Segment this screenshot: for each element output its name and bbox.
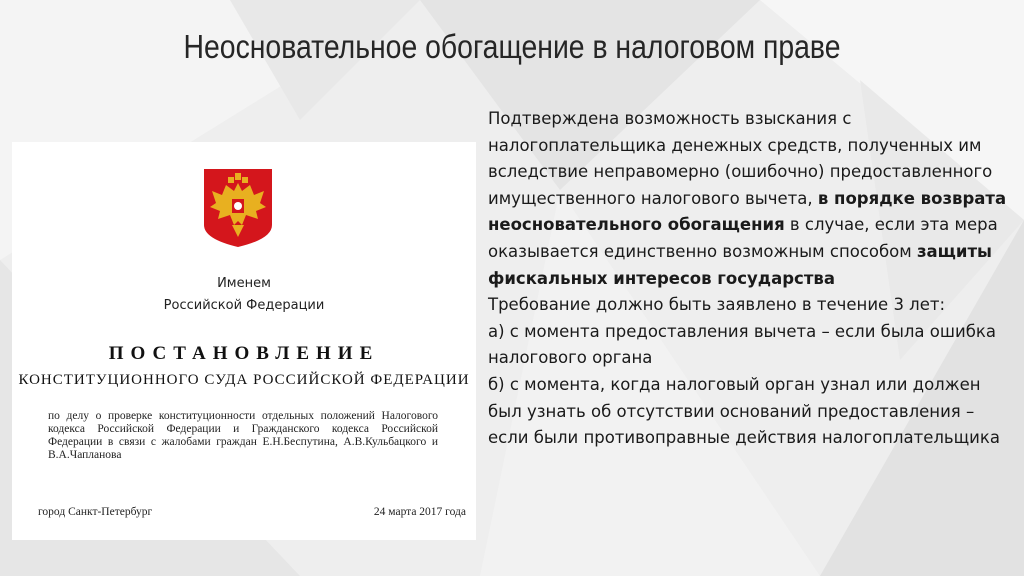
paragraph-item-a: а) с момента предоставления вычета – если была ошибка налогового органа: [488, 321, 996, 368]
bold-phrase-return: в порядке возврата неосновательного обогащения: [488, 188, 1007, 235]
court-resolution-document: [12, 142, 476, 540]
bold-phrase-fiscal: защиты фискальных интересов государства: [488, 241, 992, 288]
document-court-name: КОНСТИТУЦИОННОГО СУДА РОССИЙСКОЙ ФЕДЕРАЦИИ: [18, 372, 470, 388]
russian-coat-of-arms-icon: [204, 169, 272, 247]
document-on-behalf: Именем: [217, 276, 271, 291]
paragraph-term: Требование должно быть заявлено в течение 3 лет:: [488, 295, 946, 315]
document-type: ПОСТАНОВЛЕНИЕ: [108, 343, 380, 364]
paragraph-main: Подтверждена возможность взыскания с налогоплательщика денежных средств, полученных им вследствие неправомерно (ошибочно) предоставленного имущественного налогового вычета, в порядке возврата неосновательного обогащения в случае, если эта мера оказывается единственно возможным способом защиты фискальных интересов государства: [488, 109, 1007, 288]
document-date: 24 марта 2017 года: [373, 506, 466, 518]
document-federation: Российской Федерации: [163, 298, 325, 313]
paragraph-item-b: б) с момента, когда налоговый орган узнал или должен был узнать об отсутствии оснований предоставления – если были противоправные действия налогоплательщика: [488, 374, 1000, 448]
slide-body-text: [488, 106, 1008, 452]
document-city: город Санкт-Петербург: [38, 506, 153, 518]
slide-title: Неосновательное обогащение в налоговом праве: [183, 28, 841, 65]
document-subject: по делу о проверке конституционности отдельных положений Налогового кодекса Российской Федерации и Гражданского кодекса Российской Федерации в связи с жалобами граждан Е.Н.Беспутина, А.В.Кульбацкого и В.А.Чапланова: [48, 410, 438, 461]
